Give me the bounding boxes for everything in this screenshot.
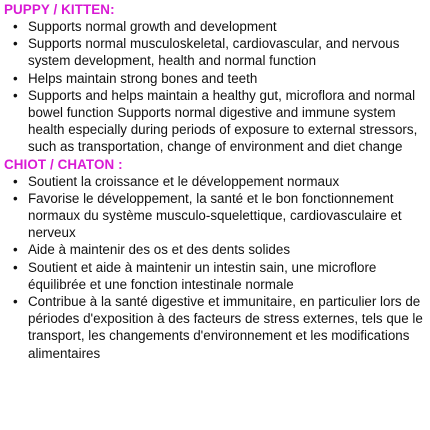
list-item-text: Soutient et aide à maintenir un intestin sain, une microflore équilibrée et une fonction intestinale normale [28, 259, 377, 292]
list-item-text: Helps maintain strong bones and teeth [28, 70, 258, 86]
list-item [4, 293, 424, 362]
benefits-list-english [4, 18, 424, 156]
list-item-text: Favorise le développement, la santé et le bon fonctionnement normaux du système musculo-squelettique, cardiovasculaire et nerveux [28, 190, 402, 241]
list-item-text: Supports and helps maintain a healthy gut, microflora and normal bowel function Supports normal digestive and immune system health especially during periods of exposure to external stressors, such as transportation, change of environment and diet change [28, 87, 418, 155]
bullet-icon: • [13, 19, 18, 34]
section-heading-chiot-chaton: CHIOT / CHATON : [4, 156, 123, 172]
bullet-icon: • [13, 259, 18, 275]
section-chiot-chaton [4, 156, 424, 362]
bullet-icon: • [13, 190, 18, 206]
list-item [4, 259, 424, 293]
list-item-text: Supports normal growth and development [28, 19, 277, 34]
section-puppy-kitten [4, 1, 424, 156]
bullet-icon: • [13, 294, 18, 310]
list-item [4, 18, 424, 35]
bullet-icon: • [13, 173, 18, 189]
list-item [4, 35, 424, 69]
benefits-list-french [4, 173, 424, 362]
list-item-text: Contribue à la santé digestive et immunitaire, en particulier lors de périodes d'exposition à des facteurs de stress externes, tels que le transport, les changements d'environnement et les modifications alimentaires [28, 294, 423, 361]
list-item-text: Supports normal musculoskeletal, cardiovascular, and nervous system development, health and normal function [28, 36, 400, 69]
bullet-icon: • [13, 70, 18, 86]
bullet-icon: • [13, 242, 18, 258]
section-heading-puppy-kitten: PUPPY / KITTEN: [4, 2, 115, 17]
bullet-icon: • [13, 36, 18, 52]
list-item [4, 87, 424, 156]
list-item-text: Aide à maintenir des os et des dents solides [28, 242, 291, 258]
list-item [4, 190, 424, 242]
list-item [4, 241, 424, 258]
list-item-text: Soutient la croissance et le développement normaux [28, 173, 340, 189]
list-item [4, 173, 424, 190]
bullet-icon: • [13, 87, 18, 103]
list-item [4, 70, 424, 87]
